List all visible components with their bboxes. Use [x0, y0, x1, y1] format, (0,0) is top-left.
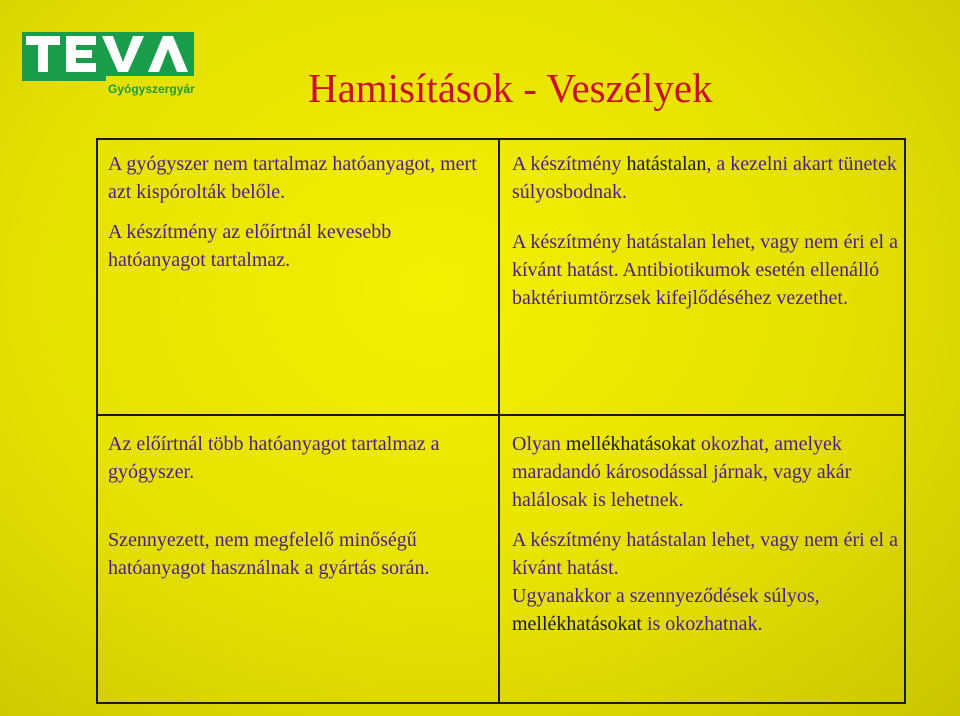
- page-title: Hamisítások - Veszélyek: [308, 65, 713, 111]
- cell-text: Olyan mellékhatásokat okozhat, amelyek maradandó károsodással járnak, vagy akár halálosak is lehetnek.: [512, 433, 852, 511]
- cell-text: A készítmény hatástalan lehet, vagy nem éri el a kívánt hatást.: [512, 529, 898, 579]
- cell-top-left: [108, 150, 488, 274]
- cell-text: A készítmény az előírtnál kevesebb hatóanyagot tartalmaz.: [108, 221, 392, 271]
- cell-text: mellékhatásokat is okozhatnak.: [512, 613, 763, 635]
- cell-text: A készítmény hatástalan, a kezelni akart tünetek súlyosbodnak.: [512, 153, 897, 203]
- cell-text: Szennyezett, nem megfelelő minőségű hatóanyagot használnak a gyártás során.: [108, 529, 430, 579]
- teva-logo: [22, 32, 194, 102]
- cell-bottom-right: [512, 430, 902, 638]
- cell-text: A gyógyszer nem tartalmaz hatóanyagot, mert azt kispórolták belőle.: [108, 153, 477, 203]
- cell-top-right: [512, 150, 902, 312]
- cell-text: Ugyanakkor a szennyeződések súlyos,: [512, 585, 820, 607]
- table-divider-vertical: [498, 140, 500, 702]
- cell-bottom-left: [108, 430, 488, 582]
- comparison-table: [96, 138, 906, 704]
- logo-subtitle: Gyógyszergyár: [108, 82, 195, 96]
- cell-text: A készítmény hatástalan lehet, vagy nem éri el a kívánt hatást. Antibiotikumok esetén ellenálló baktériumtörzsek kifejlődéséhez vezethet.: [512, 231, 898, 309]
- table-divider-horizontal: [98, 414, 904, 416]
- cell-text: Az előírtnál több hatóanyagot tartalmaz a gyógyszer.: [108, 433, 440, 483]
